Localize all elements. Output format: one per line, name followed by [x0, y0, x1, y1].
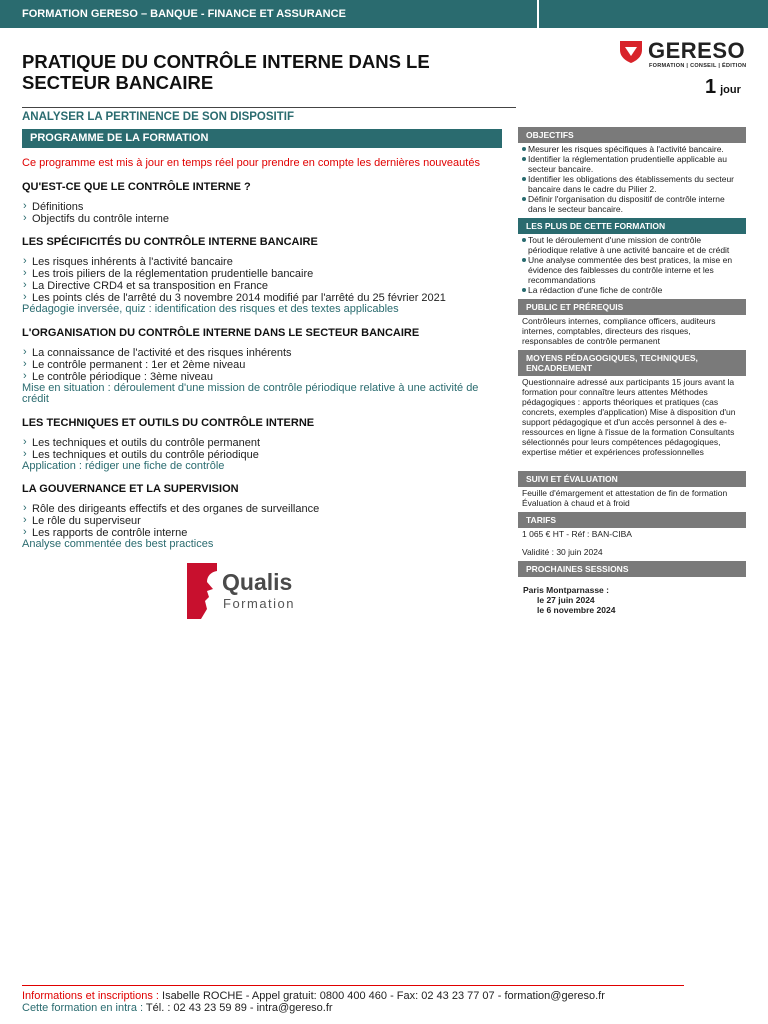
list-item: › Les techniques et outils du contrôle permanent [22, 437, 502, 449]
qualis-logo [187, 563, 329, 619]
page-subtitle: ANALYSER LA PERTINENCE DE SON DISPOSITIF [22, 111, 294, 123]
public-text: Contrôleurs internes, compliance officers, auditeurs internes, comptables, directeurs des risques, responsables de contrôle permanent [522, 316, 716, 346]
section-title: QU'EST-CE QUE LE CONTRÔLE INTERNE ? [22, 181, 251, 193]
list-item: Définir l'organisation du dispositif de contrôle interne dans le secteur bancaire. [522, 194, 742, 214]
section-method: Mise en situation : déroulement d'une mission de contrôle périodique relative à une activité de crédit [22, 381, 479, 405]
footer [22, 990, 605, 1014]
qualis-logo-word: Qualis [222, 569, 293, 595]
list-item: › Le contrôle périodique : 3ème niveau [22, 371, 502, 383]
session-place: Paris Montparnasse : [523, 585, 609, 595]
page-title: PRATIQUE DU CONTRÔLE INTERNE DANS LE SECTEUR BANCAIRE [22, 51, 430, 93]
list-item: › Le contrôle permanent : 1er et 2ème niveau [22, 359, 502, 371]
sidebar [518, 127, 746, 619]
list-item: › Les rapports de contrôle interne [22, 527, 502, 539]
footer-intra [22, 1002, 605, 1014]
section-title: L'ORGANISATION DU CONTRÔLE INTERNE DANS LE SECTEUR BANCAIRE [22, 326, 420, 339]
qualis-profile-icon [187, 563, 223, 619]
list-item: › Objectifs du contrôle interne [22, 213, 502, 225]
list-item: Une analyse commentée des best pratices, la mise en évidence des faiblesses du contrôle interne et les recommandations [522, 255, 742, 285]
moyens-header: MOYENS PÉDAGOGIQUES, TECHNIQUES, ENCADREMENT [518, 350, 746, 376]
list-item: › Les trois piliers de la réglementation prudentielle bancaire [22, 268, 502, 280]
footer-info [22, 990, 605, 1002]
list-item: Identifier la réglementation prudentielle applicable au secteur bancaire. [522, 154, 742, 174]
duration-unit: jour [720, 84, 741, 96]
breadcrumb: FORMATION GERESO – BANQUE - FINANCE ET ASSURANCE [0, 0, 537, 28]
footer-info-text[interactable]: Isabelle ROCHE - Appel gratuit: 0800 400 460 - Fax: 02 43 23 77 07 - formation@gereso.fr [158, 990, 605, 1002]
suivi-header: SUIVI ET ÉVALUATION [518, 471, 746, 487]
list-item: › Les techniques et outils du contrôle périodique [22, 449, 502, 461]
list-item: › Les risques inhérents à l'activité bancaire [22, 256, 502, 268]
top-banner [0, 0, 768, 28]
section-title: LES SPÉCIFICITÉS DU CONTRÔLE INTERNE BANCAIRE [22, 236, 318, 248]
duration [705, 76, 741, 99]
section-title: LA GOUVERNANCE ET LA SUPERVISION [22, 483, 239, 495]
session-date[interactable]: le 6 novembre 2024 [537, 605, 616, 615]
objectifs-header: OBJECTIFS [518, 127, 746, 143]
list-item: › La Directive CRD4 et sa transposition en France [22, 280, 502, 292]
tarifs-header: TARIFS [518, 512, 746, 528]
section-method: Analyse commentée des best practices [22, 538, 214, 550]
footer-divider [22, 985, 684, 986]
public-header: PUBLIC ET PRÉREQUIS [518, 299, 746, 315]
list-item: › Le rôle du superviseur [22, 515, 502, 527]
program-section [22, 181, 502, 225]
program-intro: Ce programme est mis à jour en temps réel pour prendre en compte les dernières nouveautés [22, 157, 480, 169]
list-item: › Les points clés de l'arrêté du 3 novembre 2014 modifié par l'arrêté du 25 février 2021 [22, 292, 502, 304]
list-item: Tout le déroulement d'une mission de contrôle périodique relative à une activité bancaire et de crédit [522, 235, 742, 255]
section-method: Application : rédiger une fiche de contrôle [22, 459, 225, 472]
suivi-text: Évaluation à chaud et à froid [522, 498, 630, 508]
program-section [22, 483, 502, 551]
session-date[interactable]: le 27 juin 2024 [537, 595, 595, 605]
sessions-list [518, 577, 746, 619]
footer-intra-text[interactable]: Tél. : 02 43 23 59 89 - intra@gereso.fr [143, 1002, 333, 1014]
list-item: Identifier les obligations des établissements du secteur bancaire dans le cadre du Pilier 2. [522, 174, 742, 194]
list-item: › La connaissance de l'activité et des risques inhérents [22, 347, 502, 359]
gereso-shield-icon [618, 38, 644, 64]
section-method: Pédagogie inversée, quiz : identification des risques et des textes applicables [22, 303, 399, 315]
program-header: PROGRAMME DE LA FORMATION [22, 129, 502, 148]
list-item: Mesurer les risques spécifiques à l'activité bancaire. [522, 144, 742, 154]
qualis-logo-sub: Formation [223, 596, 296, 611]
list-item: La rédaction d'une fiche de contrôle [522, 285, 742, 295]
program-section [22, 236, 502, 316]
program-content [22, 157, 502, 562]
gereso-logo[interactable] [618, 36, 748, 76]
list-item: › Rôle des dirigeants effectifs et des organes de surveillance [22, 503, 502, 515]
top-banner-accent [539, 0, 768, 28]
list-item: › Définitions [22, 201, 502, 213]
footer-info-label: Informations et inscriptions : [22, 990, 159, 1002]
moyens-text: Questionnaire adressé aux participants 15 jours avant la formation pour connaître leurs attentes Méthodes pédagogiques : apports théoriques et pratiques (cas concrets, exemples d'application) Mise à disposition d'un support pédagogique et d'un accès personnel à des e-ressources en ligne à l'issue de la formation Consultants sélectionnés pour leurs compétences pédagogiques, expertise métier et expériences professionnelles [522, 377, 736, 457]
price-text: 1 065 € HT - Réf : BAN-CIBA [522, 529, 632, 539]
plus-header: LES PLUS DE CETTE FORMATION [518, 218, 746, 234]
footer-intra-label: Cette formation en intra : [22, 1002, 144, 1014]
program-section [22, 417, 502, 473]
program-section [22, 327, 502, 406]
suivi-text: Feuille d'émargement et attestation de fin de formation [522, 488, 728, 498]
sessions-header: PROCHAINES SESSIONS [518, 561, 746, 577]
gereso-logo-word: GERESO [648, 38, 746, 63]
title-divider [22, 107, 516, 108]
duration-value: 1 [705, 76, 717, 98]
gereso-logo-tagline: FORMATION | CONSEIL | ÉDITION [649, 63, 747, 69]
validity-text: Validité : 30 juin 2024 [522, 547, 603, 557]
section-title: LES TECHNIQUES ET OUTILS DU CONTRÔLE INTERNE [22, 416, 315, 429]
